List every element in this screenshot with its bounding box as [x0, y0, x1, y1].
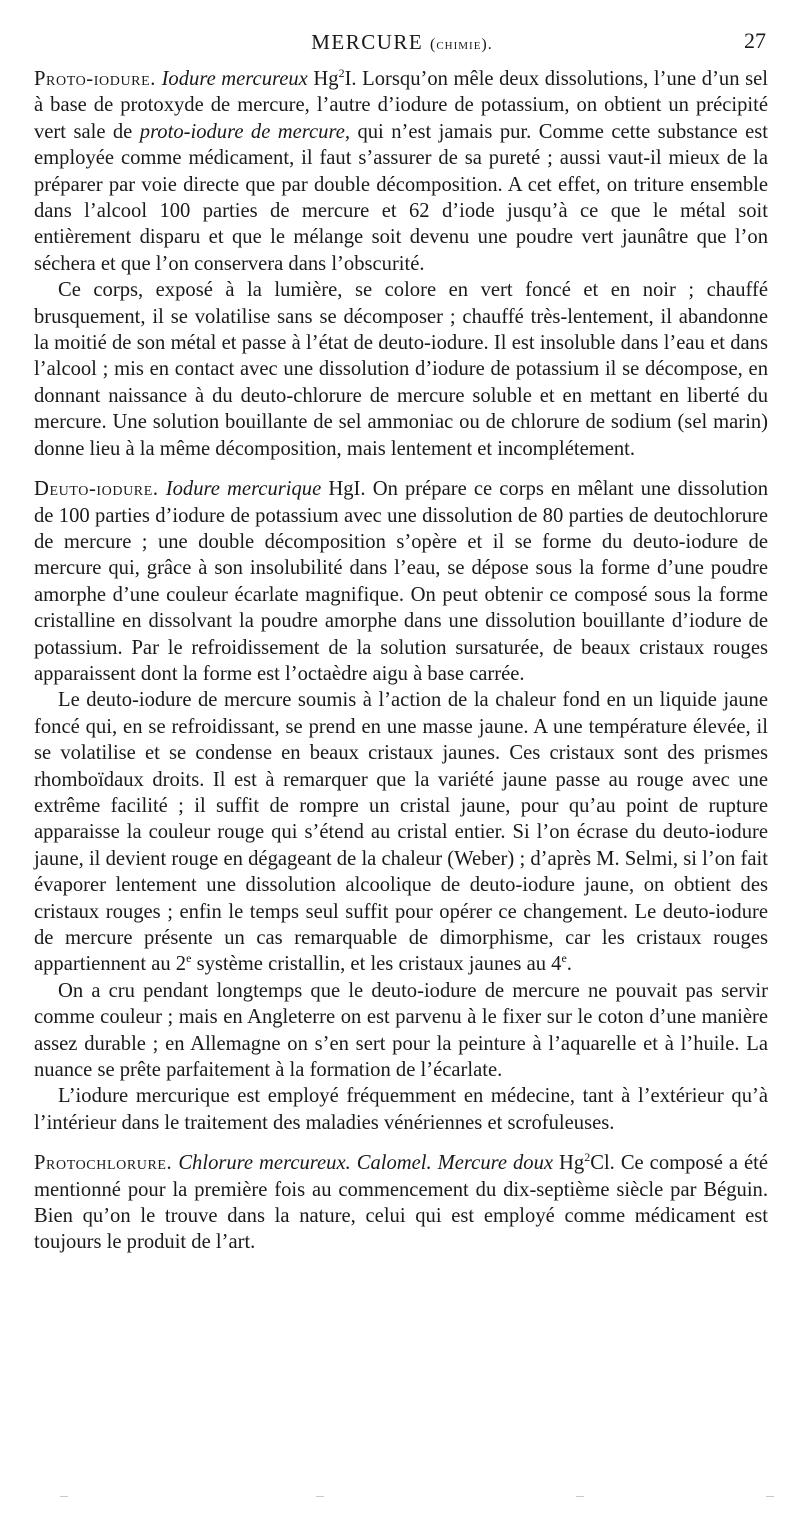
proto-iodure-italic-term: proto-iodure de mercure, [139, 120, 351, 143]
protochlorure-text: Ce composé a été mentionné pour la première fois au commencement du dix-septième siècle par Béguin. Bien qu’on le trouve dans la nature, celui qui est employé comme médicament est toujours le produit de l’art. [34, 1152, 768, 1254]
protochlorure-formula: Hg$^2$Cl. [559, 1150, 615, 1175]
proto-iodure-paragraph-1 [34, 66, 768, 277]
deuto-iodure-paragraph-1 [34, 476, 768, 687]
scan-marks [0, 1496, 800, 1502]
proto-iodure-text: Lorsqu’on mêle deux dissolutions, l’une d’un sel à base de protoxyde de mercure, l’autre d’iodure de potassium, on obtient un précipité vert sale de [34, 68, 768, 143]
proto-iodure-name: Iodure mercureux [161, 68, 308, 90]
protochlorure-names: Chlorure mercureux. Calomel. Mercure doux [178, 1152, 554, 1175]
proto-iodure-paragraph-2: Ce corps, exposé à la lumière, se colore en vert foncé et en noir ; chauffé brusquement, il se volatilise sans se décomposer ; chauffé très-lentement, il abandonne la moitié de son métal et passe à l’état de deuto-iodure. Il est insoluble dans l’eau et dans l’alcool ; mis en contact avec une dissolution d’iodure de potassium il se décompose, en donnant naissance à du deuto-chlorure de mercure soluble et en mettant en liberté du mercure. Une solution bouillante de sel ammoniac ou de chlorure de sodium (sel marin) donne lieu à la même décomposition, mais lentement et incomplétement. [34, 279, 768, 460]
proto-iodure-text-rest: qui n’est jamais pur. Comme cette substance est employée comme médicament, il faut s’assurer de sa pureté ; aussi vaut-il mieux de la préparer par voie directe que par double décomposition. A cet effet, on triture ensemble dans l’alcool 100 parties de mercure et 62 d’iode jusqu’à ce que le métal soit entièrement disparu et que le mélange soit devenu une poudre vert jaunâtre que l’on séchera et que l’on conservera dans l’obscurité. [34, 120, 768, 275]
scan-mark [576, 1496, 584, 1497]
page-number: 27 [744, 28, 766, 53]
deuto-iodure-paragraph-3: On a cru pendant longtemps que le deuto-iodure de mercure ne pouvait pas servir comme couleur ; mais en Angleterre on est parvenu à le fixer sur le coton d’une manière assez durable ; en Allemagne on s’en sert pour la peinture à l’aquarelle et à l’huile. La nuance se prête parfaitement à la formation de l’écarlate. [34, 979, 768, 1082]
deuto-iodure-text: On prépare ce corps en mêlant une dissolution de 100 parties d’iodure de potassium avec une dissolution de 80 parties de deutochlorure de mercure ; une double décomposition s’opère et il se forme du deuto-iodure de mercure qui, grâce à son insolubilité dans l’eau, se dépose sous la forme d’une poudre amorphe d’une couleur écarlate magnifique. On peut obtenir ce composé sous la forme cristalline en dissolvant la poudre amorphe dans une dissolution bouillante d’iodure de potassium. Par le refroidissement de la solution sursaturée, de beaux cristaux rouges apparaissent dont la forme est l’octaèdre aigu à base carrée. [34, 478, 769, 685]
protochlorure-label: Protochlorure. [34, 1152, 173, 1175]
proto-iodure-label: Proto-iodure. [34, 68, 156, 90]
proto-iodure-formula: Hg$^2$I. [313, 66, 357, 90]
deuto-iodure-name: Iodure mercurique [165, 478, 322, 501]
page-body [34, 66, 768, 1256]
scan-mark [60, 1496, 68, 1497]
page-header [34, 26, 770, 60]
running-title [34, 30, 770, 55]
deuto-iodure-label: Deuto-iodure. [34, 478, 159, 501]
running-title-sub: (chimie). [430, 36, 493, 53]
running-title-main: MERCURE [311, 30, 424, 54]
deuto-iodure-formula: HgI. [328, 478, 366, 501]
protochlorure-paragraph-1 [34, 1150, 768, 1256]
scan-mark [766, 1496, 774, 1497]
deuto-iodure-paragraph-4: L’iodure mercurique est employé fréquemment en médecine, tant à l’extérieur qu’à l’intérieur dans le traitement des maladies vénériennes et scrofuleuses. [34, 1085, 768, 1134]
scan-mark [316, 1496, 324, 1497]
deuto-iodure-paragraph-2: Le deuto-iodure de mercure soumis à l’action de la chaleur fond en un liquide jaune foncé qui, en se refroidissant, se prend en une masse jaune. A une température élevée, il se volatilise et se condense en beaux cristaux jaunes. Ces cristaux sont des prismes rhomboïdaux droits. Il est à remarquer que la variété jaune passe au rouge avec une extrême facilité ; il suffit de rompre un cristal jaune, pour qu’au point de rupture apparaisse la couleur rouge qui s’étend au cristal entier. Si l’on écrase du deuto-iodure jaune, il devient rouge en dégageant de la chaleur (Weber) ; d’après M. Selmi, si l’on fait évaporer lentement une dissolution alcoolique de deuto-iodure jaune, on obtient des cristaux rouges ; enfin le temps seul suffit pour opérer ce changement. Le deuto-iodure de mercure présente un cas remarquable de dimorphisme, car les cristaux rouges appartiennent au 2e système cristallin, et les cristaux jaunes au 4e. [34, 689, 768, 976]
